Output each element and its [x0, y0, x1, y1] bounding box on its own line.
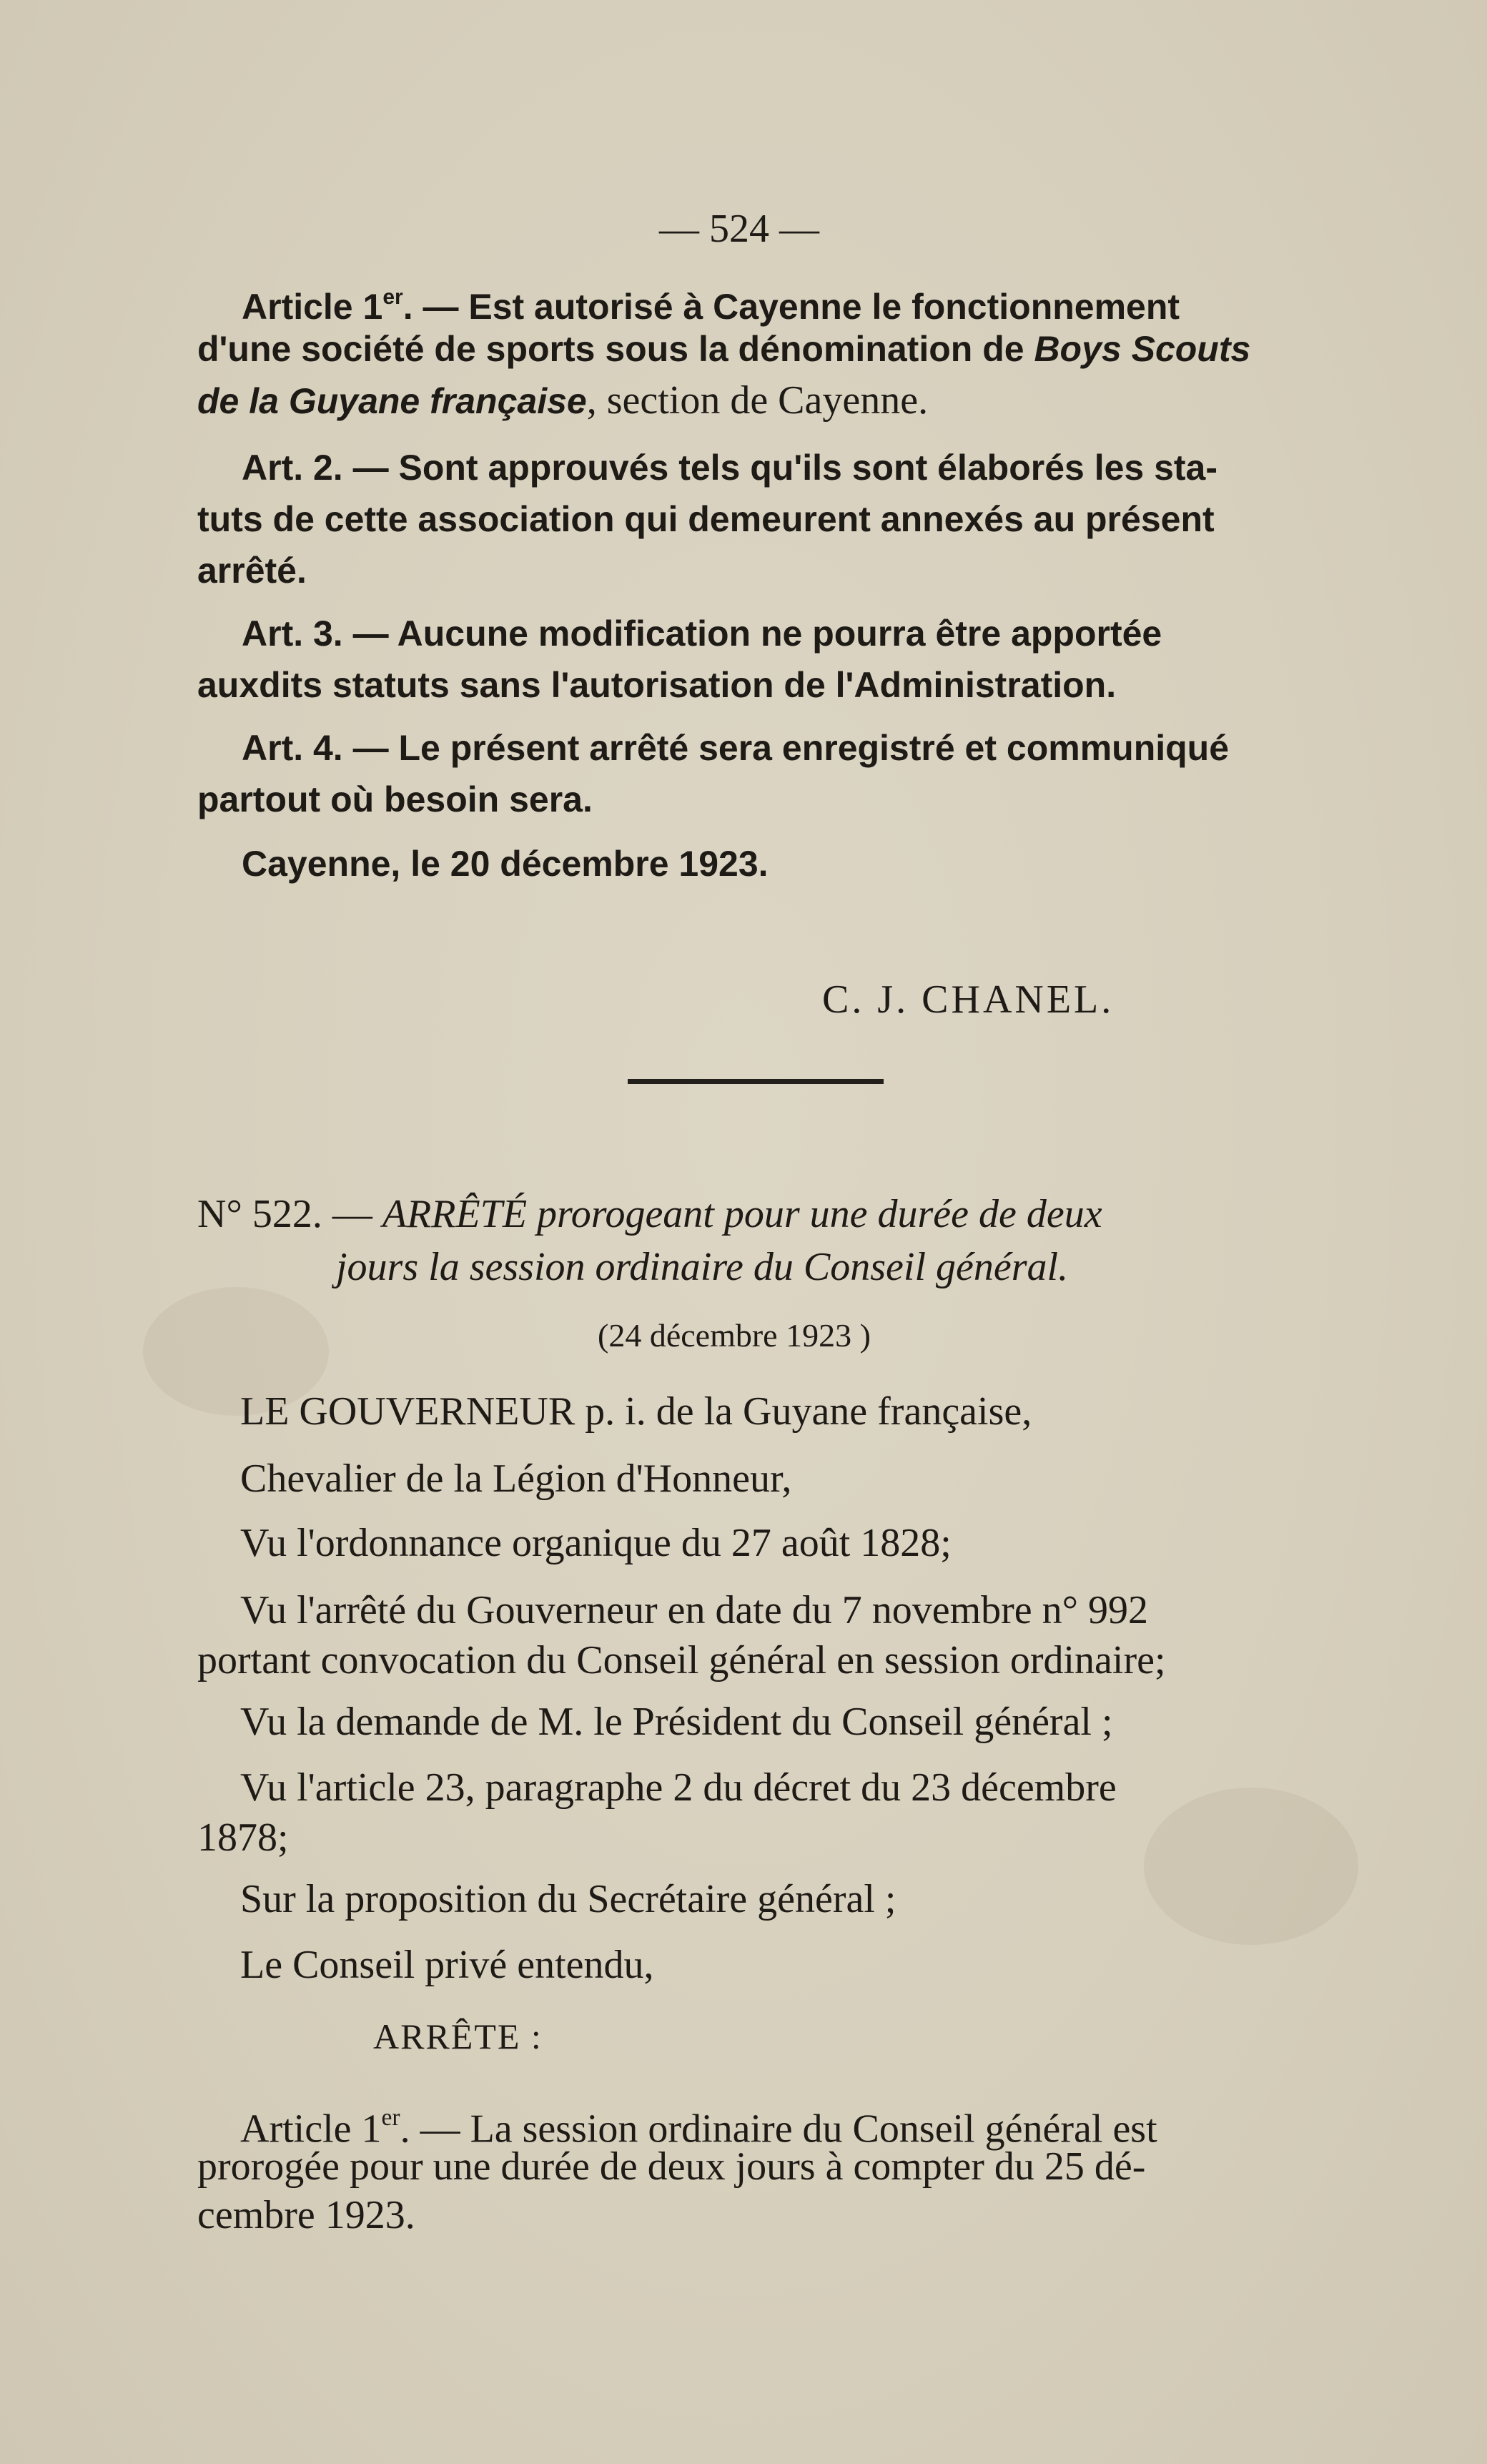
final-article-line-2: prorogée pour une durée de deux jours à compter du 25 dé-: [197, 2144, 1146, 2189]
article-4-line-2: partout où besoin sera.: [197, 779, 593, 819]
preamble-line-9: Sur la proposition du Secrétaire général ;: [240, 1877, 896, 1921]
preamble-line-10: Le Conseil privé entendu,: [240, 1943, 654, 1987]
guyane-francaise-term: de la Guyane française: [197, 381, 587, 421]
section-2-number: N° 522. —: [197, 1192, 382, 1236]
article-1-label: Article 1: [242, 287, 383, 327]
article-4-line-1: Art. 4. — Le présent arrêté sera enregistré et communiqué: [242, 728, 1230, 768]
article-3-line-1: Art. 3. — Aucune modification ne pourra être apportée: [242, 613, 1162, 654]
article-3-line-2: auxdits statuts sans l'autorisation de l'Administration.: [197, 665, 1117, 705]
article-1-sup: er: [382, 285, 403, 309]
paper-stain: [1144, 1788, 1358, 1945]
section-2-heading-line-1: [197, 1187, 1102, 1241]
section-2-title-1: ARRÊTÉ prorogeant pour une durée de deux: [382, 1192, 1102, 1236]
article-1-line-3: [197, 373, 928, 428]
arrete-label: ARRÊTE :: [373, 2016, 543, 2056]
boys-scouts-term: Boys Scouts: [1034, 329, 1251, 369]
section-2-date: (24 décembre 1923 ): [598, 1317, 871, 1354]
article-2-line-3: arrêté.: [197, 551, 307, 591]
preamble-line-3: Vu l'ordonnance organique du 27 août 1828;: [240, 1521, 952, 1565]
preamble-line-1: LE GOUVERNEUR p. i. de la Guyane française,: [240, 1389, 1032, 1434]
section-2-heading-line-2: jours la session ordinaire du Conseil général.: [336, 1245, 1069, 1289]
page-number: — 524 —: [659, 207, 819, 251]
article-1-line-2-text: d'une société de sports sous la dénomination de: [197, 329, 1034, 369]
date-line: Cayenne, le 20 décembre 1923.: [242, 844, 769, 884]
final-article-line-3: cembre 1923.: [197, 2193, 415, 2237]
final-article-label: Article 1: [240, 2106, 382, 2152]
preamble-line-8: 1878;: [197, 1815, 289, 1860]
preamble-line-4: Vu l'arrêté du Gouverneur en date du 7 novembre n° 992: [240, 1588, 1149, 1632]
article-2-line-2: tuts de cette association qui demeurent annexés au présent: [197, 499, 1215, 539]
article-1-text: . — Est autorisé à Cayenne le fonctionnement: [402, 287, 1180, 327]
preamble-line-7: Vu l'article 23, paragraphe 2 du décret du 23 décembre: [240, 1765, 1117, 1810]
article-1-line-2: [197, 322, 1250, 376]
article-2-line-1: Art. 2. — Sont approuvés tels qu'ils sont élaborés les sta-: [242, 448, 1218, 488]
preamble-line-6: Vu la demande de M. le Président du Conseil général ;: [240, 1700, 1113, 1744]
section-divider: [628, 1079, 884, 1084]
preamble-line-5: portant convocation du Conseil général en session ordinaire;: [197, 1638, 1166, 1682]
article-1-line-3-text: , section de Cayenne.: [586, 378, 929, 423]
final-article-sup: er: [381, 2104, 400, 2131]
preamble-line-2: Chevalier de la Légion d'Honneur,: [240, 1457, 792, 1501]
signature: C. J. CHANEL.: [822, 977, 1115, 1022]
final-article-text: . — La session ordinaire du Conseil général est: [400, 2106, 1157, 2152]
